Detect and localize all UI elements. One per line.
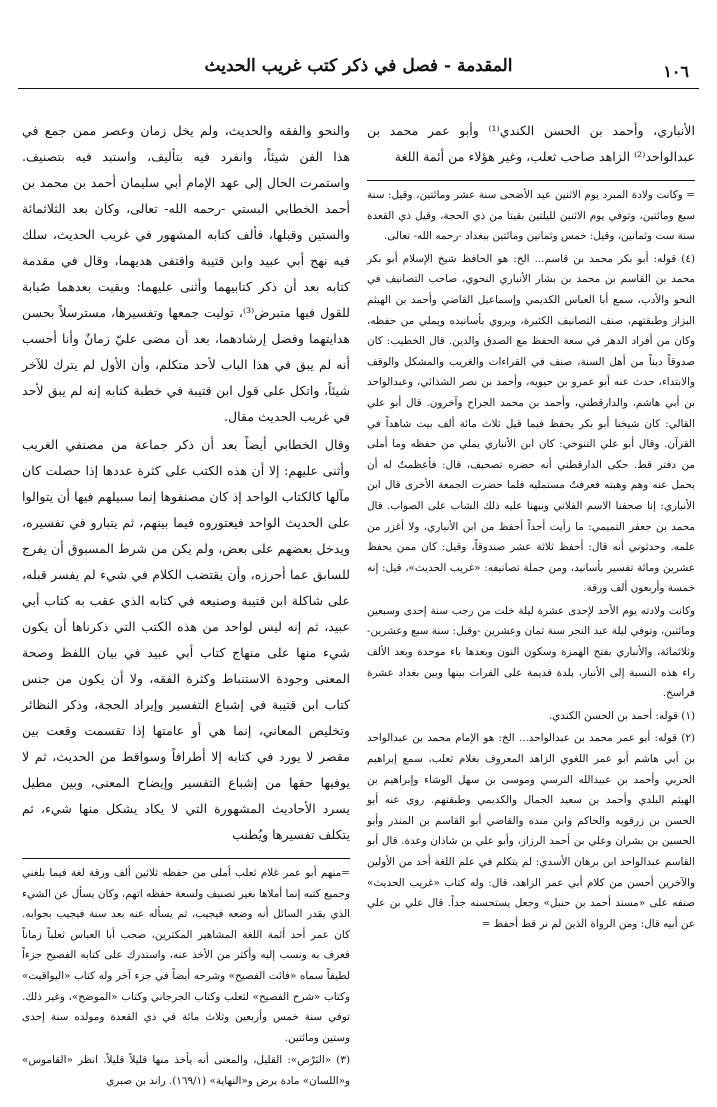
footnote-4: (٤) قوله: أبو بكر محمد بن قاسم... الخ: هو الحافظ شيخ الإسلام أبو بكر محمد بن القاسم بن محمد بن بشار الأنباري النحوي، صاحب التصانيف في النحو والأدب، سمع أبا العباس الكديمي وإسماعيل القاضي وأحمد بن الهيثم البزاز وطبقتهم، صنف التصانيف الكثيرة، ويروي بأسانيده ويملي من حفظه، وكان من أفراد الدهر في سعة الحفظ مع الصدق والدين. قال الخطيب: كان صدوقاً ديناً من أهل السنة، صنف في القراءات والغريب والمشكل والوقف والابتداء، حدث عنه أبو عمرو بن حيويه، وأحمد بن نصر الشذائي، وعبدالواحد بن أبي هاشم، والدارقطني، وأحمد بن محمد الجراح وآخرون. قال أبو علي القالي: كان شيخنا أبو بكر يحفظ فيما قيل ثلاث مائة ألف بيت شاهداً في القرآن. وقال أبو علي التنوخي: كان ابن الأنباري يملي من حفظه وما أملى من دفتر قط. حكى الدارقطني أنه حضره تصحيف، قال: فأعظمتُ له أن يحمل عنه وهم وهبته فعرفتُ مستمليه فلما حضرت الجمعة الأخرى قال ابن الأنباري: إنا صحفنا الاسم الفلاني ونبهنا عليه ذلك الشاب على الصواب. قال محمد بن جعفر التميمي: ما رأيت أحداً أحفظ من ابن الأنباري، ولا أغزر من علمه. وحدثوني أنه قال: أحفظ ثلاثة عشر صندوقاً، وقيل: كان ممن يحفظ عشرين ومائة تفسير بأسانيد، ومن جملة تصانيفه: «غريب الحديث»، قيل: إنه خمسة وأربعون ألف ورقة.	[367, 252, 695, 595]
footnote-divider	[367, 180, 695, 181]
right-column	[367, 118, 695, 936]
page-number: ١٠٦	[663, 62, 689, 81]
left-footnotes	[22, 863, 350, 1092]
page-title: المقدمة - فصل في ذكر كتب غريب الحديث	[204, 56, 513, 76]
header-divider	[18, 88, 699, 89]
footnote-3: (٣) «البَرْض»: القليل، والمعنى أنه يأخذ منها قليلاً قليلاً. انظر «القاموس» و«اللسان» مادة برض و«النهاية» (١٦٩/١). راند بن صبري	[22, 1054, 350, 1087]
page-header	[18, 54, 699, 84]
left-body-paragraph: والنحو والفقه والحديث، ولم يخل زمان وعصر ممن جمع في هذا الفن شيئاً، وانفرد فيه بتأليف، واستبد فيه بتصنيف. واستمرت الحال إلى عهد الإمام أبي سليمان أحمد بن محمد بن أحمد الخطابي البستي -رحمه الله- تعالى، وكان بعد الثلاثمائة والستين وقبلها، فألف كتابه المشهور في غريب الحديث، سلك فيه نهج أبي عبيد وابن قتيبة واقتفى هديهما، وقال في مقدمة كتابه بعد أن ذكر كتابيهما وأثنى عليهما: وبقيت بعدهما صُبابة للقول فيها متبرض⁽³⁾، توليت جمعها وتفسيرها، مسترسلاً بحسن هدايتهما وفضل إرشادهما، بعد أن مضى عليّ زمانٌ وأنا أحسب أنه لم يبق في هذا الباب لأحد متكلم، وأن الأول لم يترك للآخر شيئاً، واتكل على قول ابن قتيبة في خطبة كتابه إنه لم يبق لأحد في غريب الحديث مقال.	[22, 123, 350, 424]
left-body-paragraph: وقال الخطابي أيضاً بعد أن ذكر جماعة من مصنفي الغريب وأثنى عليهم: إلا أن هذه الكتب على كثرة عددها إذا حصلت كان مآلها كالكتاب الواحد إذ كان مصنفوها إنما سبيلهم فيها أن يتوالوا على الحديث الواحد فيعتوروه فيما بينهم، ثم يتبارو في تفسيره، ويدخل بعضهم على بعض، ولم يكن من شرط المسبوق أن يفرج للسابق عما أحرزه، وأن يقتضب الكلام في شيء لم يفسر قبله، على شاكلة ابن قتيبة وصنيعه في كتابه الذي عقب به كتاب أبي عبيد، ثم إنه ليس لواحد من هذه الكتب التي ذكرناها أن يكون شيء منها على منهاج كتاب أبي عبيد في بيان اللفظ وصحة المعنى وجودة الاستنباط وكثرة الفقه، ولا أن يكون من جنس كتاب ابن قتيبة في إشباع التفسير وإيراد الحجة، وذكر النظائر وتخليص المعاني، إنما هي أو عامتها إذا تقسمت وقعت بين مقصر لا يورد في كتابه إلا أطرافاً وسواقط من الحديث، ثم لا يوفيها حقها من إشباع التفسير وإيضاح المعنى، وبين مطيل يسرد الأحاديث المشهورة التي لا يكاد يشكل منها شيء، ثم يتكلف تفسيرها ويُطنب	[22, 437, 350, 842]
footnote-continuation: = وكانت ولادة المبرد يوم الاثنين عيد الأضحى سنة عشر ومائتين، وقيل: سنة سبع ومائتين، وتوفي يوم الاثنين لليلتين بقيتا من ذي الحجة، وقيل ذي القعدة سنة ست وثمانين، وقيل: خمس وثمانين ومائتين ببغداد -رحمه الله- تعالى.	[367, 189, 695, 243]
right-body-text: الأنباري، وأحمد بن الحسن الكندي⁽¹⁾ وأبو عمر محمد بن عبدالواحد⁽²⁾ الزاهد صاحب ثعلب، وغير هؤلاء من أئمة اللغة	[367, 123, 695, 164]
right-footnotes	[367, 185, 695, 934]
footnote-1: (١) قوله: أحمد بن الحسن الكندي.	[548, 709, 695, 722]
left-column	[22, 118, 350, 1094]
footnote-continuation: =منهم أبو عمر غلام ثعلب أملى من حفظه ثلاثين ألف ورقة لغة فيما بلغني وجميع كتبه إنما أملاها بغير تصنيف ولسعة حفظه اتهم، وكان يسأل عن الشيء الذي يقدر السائل أنه وضعه فيجيب، ثم يسأله عنه بعد سنة فيجيب بجوابه. كان عمر أحد أئمة اللغة المشاهير المكثرين، صحب أبا العباس ثعلباً زماناً فعرف به ونسب إليه وأكثر من الأخذ عنه، واستدرك على كتابه الفصيح جزءاً لطيفاً سماه «فائت الفصيح» وشرحه أيضاً في جزء آخر وله كتاب «اليواقيت» وكتاب «شرح الفصيح» لثعلب وكتاب الجرجاني وكتاب «الموضح»، وغير ذلك. توفي سنة خمس وأربعين وثلاث مائة في ذي القعدة ومولده سنة إحدى وستين ومائتين.	[22, 867, 350, 1044]
footnote-2: (٢) قوله: أبو عمر محمد بن عبدالواحد... الخ: هو الإمام محمد بن عبدالواحد بن أبي هاشم أبو عمر اللغوي الزاهد المعروف بغلام ثعلب، سمع إبراهيم الحربي وأحمد بن عبيدالله النرسي وموسى بن سهل الوشاء وإبراهيم بن الهيثم البلدي وأحمد بن سعيد الجمال والكديمي وطبقتهم. روى عنه أبو الحسن بن زرقويه والحاكم وابن منده والقاضي أبو القاسم بن المنذر وأبو الحسين بن بشران وعلي بن أحمد الرزاز، وأبو علي بن شاذان وعدة. قال أبو القاسم عبدالواحد ابن برهان الأسدي: لم يتكلم في علم اللغة أحد من الأولين والآخرين أحسن من كلام أبي عمر الزاهد، قال: وله كتاب «غريب الحديث» صنفه على «مسند أحمد بن حنبل» وجعل يستحسنه جداً. قال علي بن علي عن أبيه قال: ومن الرواة الذين لم نر قط أحفظ =	[367, 732, 695, 930]
footnote-divider	[22, 858, 350, 859]
footnote-4-continued: وكانت ولادته يوم الأحد لإحدى عشرة ليلة خلت من رجب سنة إحدى وسبعين ومائتين، وتوفي ليلة عيد النحر سنة ثمان وعشرين -وقيل: سنة سبع وعشرين- وثلاثمائة، والأنباري بفتح الهمزة وسكون النون وبعدها باء موحدة وبعد الألف راء هذه النسبة إلى الأنبار، بلدة قديمة على الفرات بينها وبين بغداد عشرة فراسخ.	[367, 604, 695, 700]
